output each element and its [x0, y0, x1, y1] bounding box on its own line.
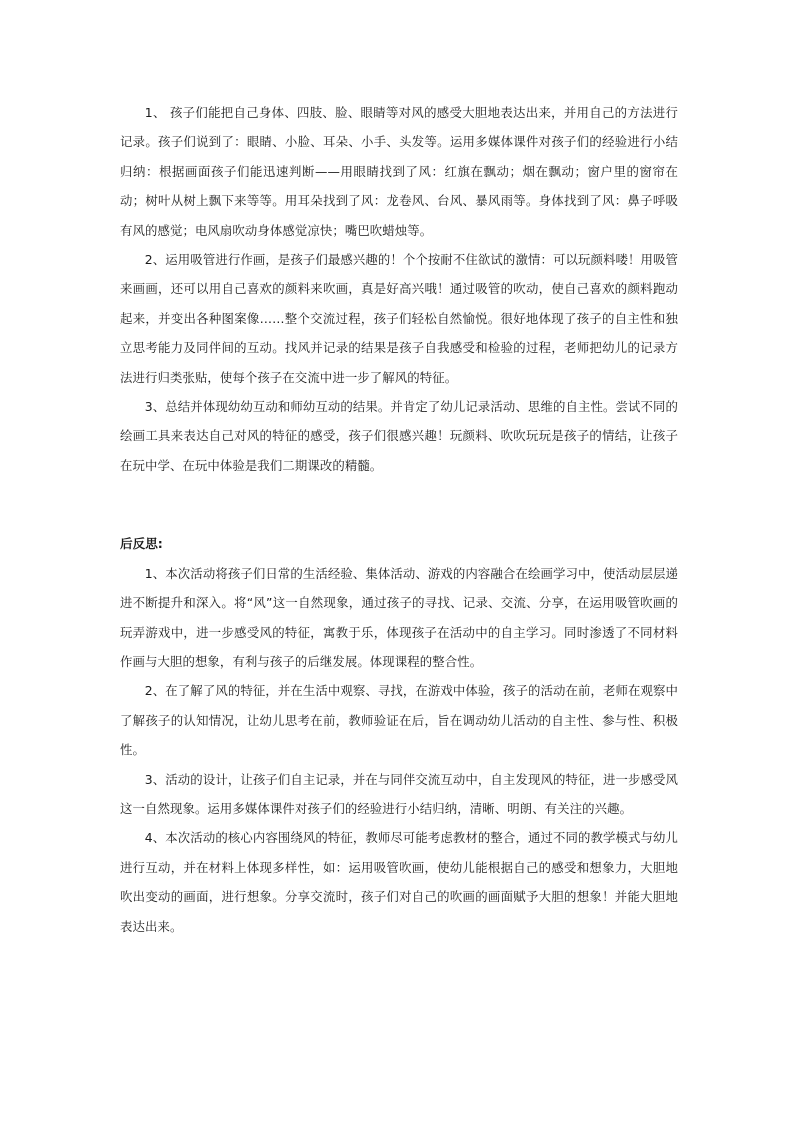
paragraph-2: 2、运用吸管进行作画，是孩子们最感兴趣的！个个按耐不住欲试的激情：可以玩颜料喽！用吸管来画画，还可以用自己喜欢的颜料来吹画，真是好高兴哦！通过吸管的吹动，使自己喜欢的颜料跑动起来，并变出各种图案像……整个交流过程，孩子们轻松自然愉悦。很好地体现了孩子的自主性和独立思考能力及同伴间的互动。找风并记录的结果是孩子自我感受和检验的过程，老师把幼儿的记录方法进行归类张贴，使每个孩子在交流中进一步了解风的特征。	[120, 252, 678, 385]
reflection-paragraph-1: 1、本次活动将孩子们日常的生活经验、集体活动、游戏的内容融合在绘画学习中，使活动层层递进不断提升和深入。将“风”这一自然现象，通过孩子的寻找、记录、交流、分享，在运用吸管吹画的玩弄游戏中，进一步感受风的特征，寓教于乐，体现孩子在活动中的自主学习。同时渗透了不同材料作画与大胆的想象，有利与孩子的后继发展。体现课程的整合性。	[120, 565, 678, 669]
reflection-paragraph-3: 3、活动的设计，让孩子们自主记录，并在与同伴交流互动中，自主发现风的特征，进一步感受风这一自然现象。运用多媒体课件对孩子们的经验进行小结归纳，清晰、明朗、有关注的兴趣。	[120, 771, 678, 816]
document-page	[120, 98, 678, 941]
paragraph-3: 3、总结并体现幼幼互动和师幼互动的结果。并肯定了幼儿记录活动、思维的自主性。尝试不同的绘画工具来表达自己对风的特征的感受，孩子们很感兴趣！玩颜料、吹吹玩玩是孩子的情结，让孩子在玩中学、在玩中体验是我们二期课改的精髓。	[120, 399, 678, 473]
reflection-heading: 后反思:	[120, 536, 163, 552]
reflection-paragraph-4: 4、本次活动的核心内容围绕风的特征，教师尽可能考虑教材的整合，通过不同的教学模式与幼儿进行互动，并在材料上体现多样性，如：运用吸管吹画，使幼儿能根据自己的感受和想象力，大胆地吹出变动的画面，进行想象。分享交流时，孩子们对自己的吹画的画面赋予大胆的想象！并能大胆地表达出来。	[120, 830, 678, 934]
reflection-paragraph-2: 2、在了解了风的特征，并在生活中观察、寻找，在游戏中体验，孩子的活动在前，老师在观察中了解孩子的认知情况，让幼儿思考在前，教师验证在后，旨在调动幼儿活动的自主性、参与性、积极性。	[120, 683, 678, 758]
paragraph-1: 1、 孩子们能把自己身体、四肢、脸、眼睛等对风的感受大胆地表达出来，并用自己的方法进行记录。孩子们说到了：眼睛、小脸、耳朵、小手、头发等。运用多媒体课件对孩子们的经验进行小结归纳：根据画面孩子们能迅速判断——用眼睛找到了风：红旗在飘动；烟在飘动；窗户里的窗帘在动；树叶从树上飘下来等等。用耳朵找到了风：龙卷风、台风、暴风雨等。身体找到了风：鼻子呼吸有风的感觉；电风扇吹动身体感觉凉快；嘴巴吹蜡烛等。	[120, 105, 678, 238]
section-gap	[120, 480, 678, 529]
